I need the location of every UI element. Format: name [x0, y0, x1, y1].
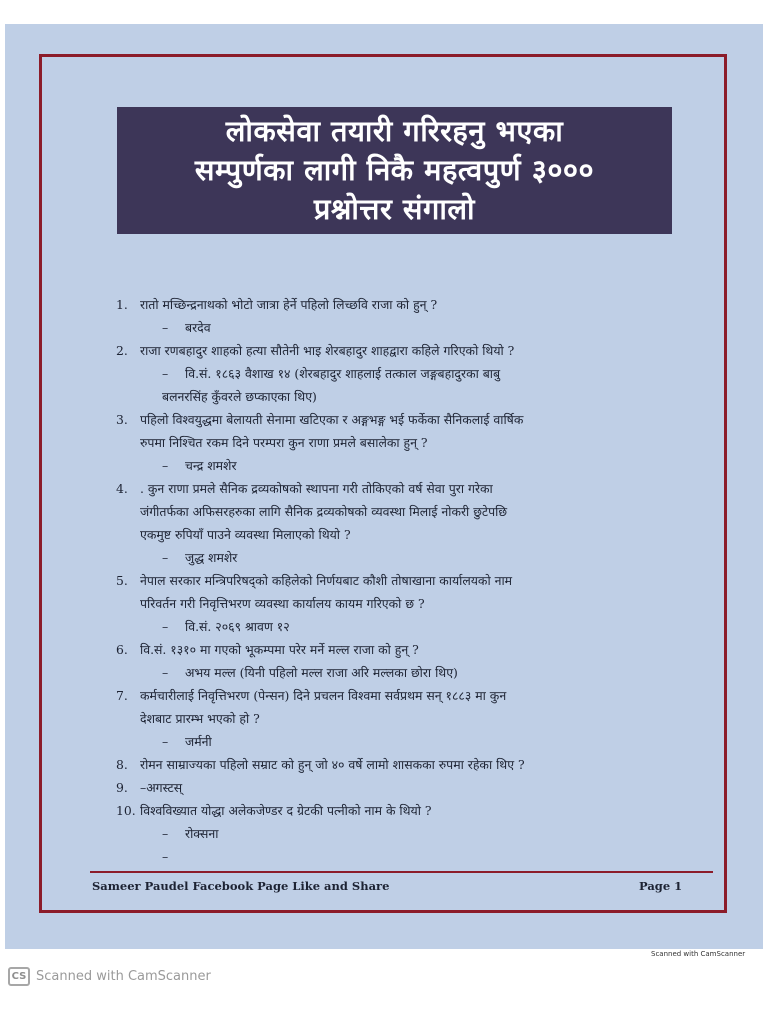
footer-divider: [90, 871, 713, 873]
question-line: एकमुष्ट रुपियाँ पाउने व्यवस्था मिलाएको थियो ?: [140, 527, 351, 542]
answer-item: [116, 316, 686, 339]
question-item: [116, 339, 686, 362]
page-border-frame: [39, 54, 727, 913]
camscanner-logo-icon: CS: [8, 967, 30, 986]
question-line: –अगस्टस्: [140, 780, 183, 795]
title-line: प्रश्नोत्तर संगालो: [313, 192, 476, 226]
question-line: रुपमा निश्चित रकम दिने परम्परा कुन राणा प्रमले बसालेका हुन् ?: [140, 435, 428, 450]
answer-text: [162, 362, 686, 408]
answer-dash: –: [162, 320, 169, 335]
question-number: 7.: [116, 688, 128, 703]
answer-item: [116, 454, 686, 477]
question-number: 1.: [116, 297, 128, 312]
answer-item: [116, 661, 686, 684]
question-text: [140, 408, 686, 454]
question-number: 5.: [116, 573, 128, 588]
answer-line: बरदेव: [185, 320, 211, 335]
question-line: जंगीतर्फका अफिसरहरुका लागि सैनिक द्रव्यकोषको व्यवस्था मिलाई नोकरी छुटेपछि: [140, 504, 508, 519]
question-text: [140, 569, 686, 615]
answer-text: [185, 661, 686, 684]
title-line: सम्पुर्णका लागी निकै महत्वपुर्ण ३०००: [194, 153, 595, 187]
question-item: [116, 776, 686, 799]
question-line: नेपाल सरकार मन्त्रिपरिषद्को कहिलेको निर्णयबाट कौशी तोषाखाना कार्यालयको नाम: [140, 573, 513, 588]
question-item: [116, 408, 686, 454]
question-line: वि.सं. १३१० मा गएको भूकम्पमा परेर मर्ने मल्ल राजा को हुन् ?: [140, 642, 419, 657]
camscanner-watermark: [8, 967, 211, 986]
title-banner: [117, 107, 672, 234]
question-number: 4.: [116, 481, 128, 496]
answer-text: [185, 316, 686, 339]
watermark-text: Scanned with CamScanner: [36, 969, 211, 984]
answer-item: [116, 822, 686, 845]
answer-dash: –: [162, 849, 169, 864]
question-text: [140, 799, 686, 822]
question-item: [116, 753, 686, 776]
answer-line: वि.सं. २०६९ श्रावण १२: [185, 619, 290, 634]
answer-text: [185, 822, 686, 845]
answer-line: चन्द्र शमशेर: [185, 458, 237, 473]
answer-text: [185, 454, 686, 477]
question-text: [140, 638, 686, 661]
answer-line: बलनरसिंह कुँवरले छप्काएका थिए): [162, 389, 317, 404]
question-text: [140, 753, 686, 776]
answer-dash: –: [162, 550, 169, 565]
answer-dash: –: [162, 458, 169, 473]
answer-line: जर्मनी: [185, 734, 212, 749]
answer-item: [116, 730, 686, 753]
question-item: [116, 293, 686, 316]
question-line: पहिलो विश्वयुद्धमा बेलायती सेनामा खटिएका र अङ्गभङ्ग भई फर्केका सैनिकलाई वार्षिक: [140, 412, 524, 427]
answer-item: [116, 362, 686, 408]
answer-line: अभय मल्ल (यिनी पहिलो मल्ल राजा अरि मल्लका छोरा थिए): [185, 665, 458, 680]
title-line: लोकसेवा तयारी गरिरहनु भएका: [225, 114, 564, 148]
answer-text: [185, 546, 686, 569]
question-line: देशबाट प्रारम्भ भएको हो ?: [140, 711, 260, 726]
footer-credit: Sameer Paudel Facebook Page Like and Share: [92, 879, 390, 893]
question-item: [116, 477, 686, 546]
answer-item: [116, 845, 686, 868]
question-number: 10.: [116, 803, 136, 818]
question-line: . कुन राणा प्रमले सैनिक द्रव्यकोषको स्थापना गरी तोकिएको वर्ष सेवा पुरा गरेका: [140, 481, 493, 496]
answer-text: [185, 845, 686, 868]
answer-line: रोक्सना: [185, 826, 219, 841]
question-answer-list: [116, 293, 686, 868]
scanned-page: [5, 24, 763, 949]
question-text: [140, 293, 686, 316]
question-number: 6.: [116, 642, 128, 657]
question-item: [116, 684, 686, 730]
question-text: [140, 477, 686, 546]
scanner-mark-small: Scanned with CamScanner: [651, 950, 746, 958]
question-line: कर्मचारीलाई निवृत्तिभरण (पेन्सन) दिने प्रचलन विश्वमा सर्वप्रथम सन् १८८३ मा कुन: [140, 688, 507, 703]
answer-item: [116, 615, 686, 638]
answer-text: [185, 615, 686, 638]
question-line: राजा रणबहादुर शाहको हत्या सौतेनी भाइ शेरबहादुर शाहद्वारा कहिले गरिएको थियो ?: [140, 343, 515, 358]
question-line: रातो मच्छिन्द्रनाथको भोटो जात्रा हेर्ने पहिलो लिच्छवि राजा को हुन् ?: [140, 297, 438, 312]
question-text: [140, 684, 686, 730]
answer-line: जुद्ध शमशेर: [185, 550, 238, 565]
answer-dash: –: [162, 619, 169, 634]
answer-dash: –: [162, 826, 169, 841]
answer-dash: –: [162, 665, 169, 680]
question-number: 8.: [116, 757, 128, 772]
question-number: 9.: [116, 780, 128, 795]
answer-item: [116, 546, 686, 569]
question-number: 3.: [116, 412, 128, 427]
question-line: रोमन साम्राज्यका पहिलो सम्राट को हुन् जो ४० वर्षे लामो शासकका रुपमा रहेका थिए ?: [140, 757, 525, 772]
answer-line: वि.सं. १८६३ वैशाख १४ (शेरबहादुर शाहलाई तत्काल जङ्गबहादुरका बाबु: [185, 366, 501, 381]
question-text: [140, 776, 686, 799]
answer-text: [185, 730, 686, 753]
page-number: Page 1: [639, 879, 683, 893]
question-text: [140, 339, 686, 362]
question-line: परिवर्तन गरी निवृत्तिभरण व्यवस्था कार्यालय कायम गरिएको छ ?: [140, 596, 425, 611]
answer-dash: –: [162, 366, 169, 381]
question-item: [116, 638, 686, 661]
question-number: 2.: [116, 343, 128, 358]
question-line: विश्वविख्यात योद्धा अलेकजेण्डर द ग्रेटकी पत्नीको नाम के थियो ?: [140, 803, 432, 818]
question-item: [116, 799, 686, 822]
question-item: [116, 569, 686, 615]
answer-dash: –: [162, 734, 169, 749]
